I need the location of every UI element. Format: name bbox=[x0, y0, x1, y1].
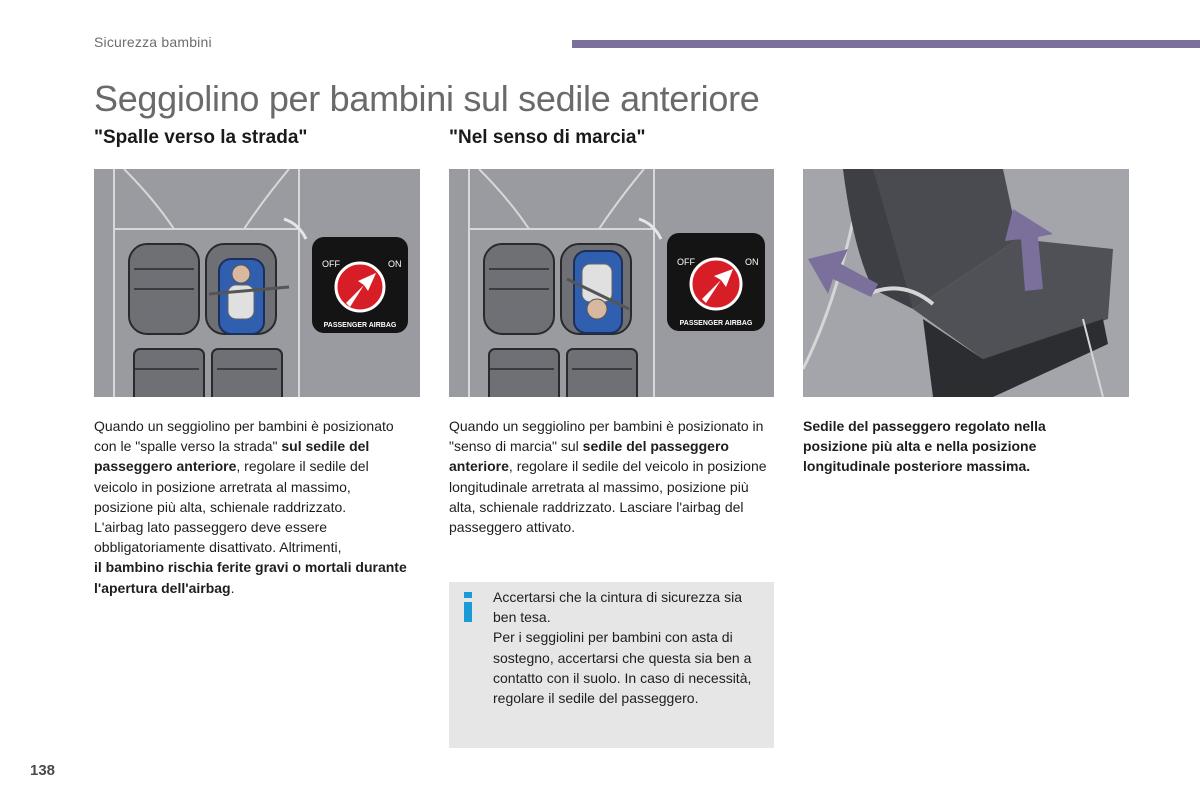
rear-facing-description bbox=[94, 416, 412, 598]
forward-facing-text-run: sedile del passeggero anteriore bbox=[449, 438, 729, 475]
seat-caption: Sedile del passeggero regolato nella posizione più alta e nella posizione longitudinale posteriore massima. bbox=[803, 418, 1046, 475]
rear-facing-text-run: il bambino rischia ferite gravi o mortali durante l'apertura dell'airbag bbox=[94, 559, 407, 596]
airbag-off-label-rear bbox=[312, 237, 408, 333]
info-note-box bbox=[449, 582, 774, 748]
car-top-view-forward-facing bbox=[449, 169, 774, 397]
header-accent-bar bbox=[572, 40, 1200, 48]
section-label: Sicurezza bambini bbox=[94, 34, 212, 50]
rear-facing-heading: "Spalle verso la strada" bbox=[94, 127, 308, 148]
info-line: Per i seggiolini per bambini con asta di sostegno, accertarsi che questa sia ben a contatto con il suolo. In caso di necessità, regolare il sedile del passeggero. bbox=[493, 629, 752, 707]
page-title: Seggiolino per bambini sul sedile anteriore bbox=[94, 78, 760, 119]
rear-facing-text-run: . bbox=[230, 579, 235, 596]
forward-facing-text-run: Quando un seggiolino per bambini è posizionato in "senso di marcia" sul bbox=[449, 418, 764, 455]
info-line: Accertarsi che la cintura di sicurezza sia ben tesa. bbox=[493, 589, 742, 626]
rear-facing-illustration bbox=[94, 169, 420, 397]
info-note-text bbox=[493, 587, 763, 708]
svg-text:OFF: OFF bbox=[677, 257, 695, 267]
passenger-seat-image bbox=[803, 169, 1129, 397]
car-top-view-rear-facing bbox=[94, 169, 420, 397]
forward-facing-heading: "Nel senso di marcia" bbox=[449, 127, 646, 148]
svg-text:ON: ON bbox=[745, 257, 759, 267]
rear-facing-text-run: L'airbag lato passeggero deve essere obbligatoriamente disattivato. Altrimenti, bbox=[94, 519, 342, 556]
forward-facing-text-run: , regolare il sedile del veicolo in posizione longitudinale arretrata al massimo, posizione più alta, schienale raddrizzato. Lasciare l'airbag del passeggero attivato. bbox=[449, 458, 767, 536]
info-icon bbox=[463, 590, 473, 624]
svg-text:PASSENGER AIRBAG: PASSENGER AIRBAG bbox=[679, 320, 753, 327]
forward-facing-illustration bbox=[449, 169, 774, 397]
forward-facing-description bbox=[449, 416, 767, 537]
airbag-on-label-forward bbox=[667, 233, 765, 331]
svg-text:OFF: OFF bbox=[322, 259, 340, 269]
rear-facing-text-run: , regolare il sedile del veicolo in posizione arretrata al massimo, posizione più alta, schienale raddrizzato. bbox=[94, 458, 369, 515]
svg-text:ON: ON bbox=[388, 259, 402, 269]
rear-facing-text-run: Quando un seggiolino per bambini è posizionato con le "spalle verso la strada" bbox=[94, 418, 394, 455]
rear-facing-text-run: sul sedile del passeggero anteriore bbox=[94, 438, 370, 475]
page-number: 138 bbox=[30, 762, 56, 779]
svg-text:PASSENGER AIRBAG: PASSENGER AIRBAG bbox=[323, 322, 397, 329]
seat-adjustment-illustration bbox=[803, 169, 1129, 397]
